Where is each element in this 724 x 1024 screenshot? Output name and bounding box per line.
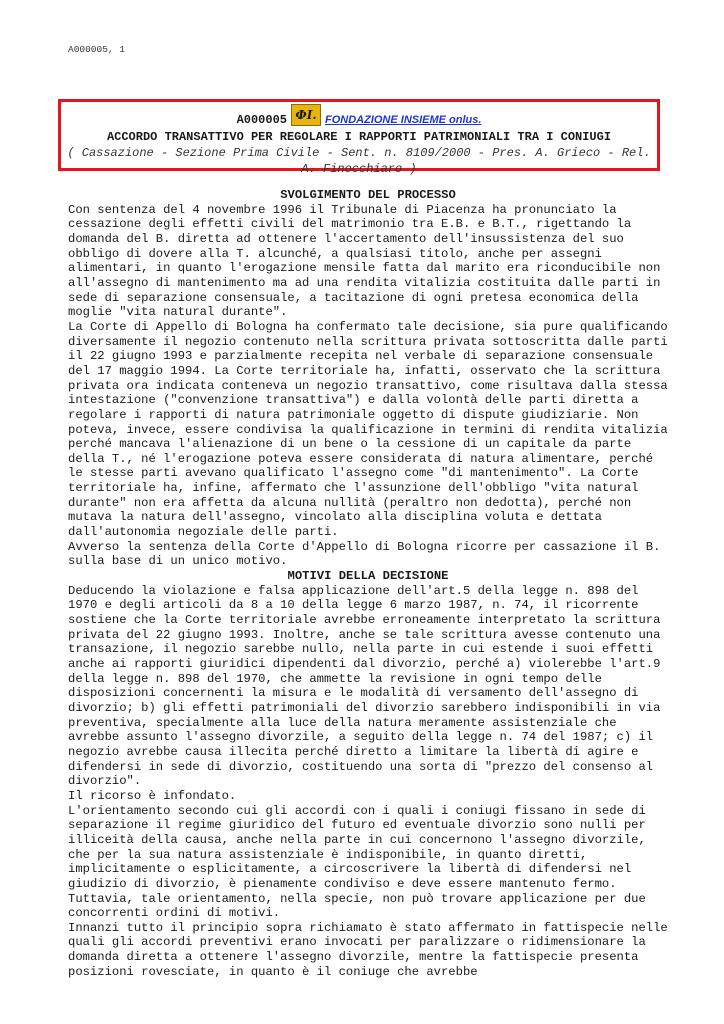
paragraph: L'orientamento secondo cui gli accordi con i quali i coniugi fissano in sede di separazione il regime giuridico del futuro ed eventuale divorzio sono nulli per illiceità della causa, anche nella parte in cui concernono l'assegno divorzile, che per la sua natura assistenziale è indisponibile, in quanto diretti, implicitamente o esplicitamente, a circoscrivere la libertà di difendersi nel giudizio di divorzio, è pienamente condiviso e deve essere mantenuto fermo. Tuttavia, tale orientamento, nella specie, non può trovare applicazione per due concorrenti ordini di motivi. — [68, 803, 646, 921]
title-row — [61, 106, 657, 128]
paragraph: Con sentenza del 4 novembre 1996 il Tribunale di Piacenza ha pronunciato la cessazione degli effetti civili del matrimonio tra E.B. e B.T., rigettando la domanda del B. diretta ad ottenere l'accertamento dell'insussistenza del suo obbligo di dovere alla T. alcunché, a qualsiasi titolo, anche per assegni alimentari, in quanto l'erogazione mensile fatta dal marito era riconducibile non all'assegno di mantenimento ma ad una rendita vitalizia costituita dalle parti in sede di separazione consensuale, a tacitazione di ogni pretesa economica della moglie "vita natural durante". — [68, 202, 661, 320]
section-heading-svolgimento: SVOLGIMENTO DEL PROCESSO — [280, 188, 456, 202]
paragraph: La Corte di Appello di Bologna ha confermato tale decisione, sia pure qualificando diversamente il negozio contenuto nella scrittura privata sottoscritta dalle parti il 22 giugno 1993 e parzialmente recepita nel verbale di separazione consensuale del 17 maggio 1994. La Corte territoriale ha, infatti, osservato che la scrittura privata ora indicata conteneva un negozio transattivo, come risultava dalla stessa intestazione ("convenzione transattiva") e dalla volontà delle parti diretta a regolare i rapporti di natura patrimoniale oggetto di dispute giudiziarie. Non poteva, invece, essere condivisa la qualificazione in termini di rendita vitalizia perché mancava l'alienazione di un bene o la cessione di un capitale da parte della T., né l'erogazione poteva essere considerata di natura alimentare, perché le stesse parti avevano qualificato l'assegno come "di mantenimento". La Corte territoriale ha, infine, affermato che l'assunzione dell'obbligo "vita natural durante" non era affetta da alcuna nullità (peraltro non dedotta), perché non mutava la natura dell'assegno, vincolato alla disciplina voluta e dettata dall'autonomia negoziale delle parti. — [68, 319, 668, 540]
document-title: ACCORDO TRANSATTIVO PER REGOLARE I RAPPORTI PATRIMONIALI TRA I CONIUGI — [106, 130, 612, 144]
foundation-logo-icon — [291, 104, 321, 126]
document-id: A000005 — [236, 113, 287, 127]
logo-text: ФI. — [295, 108, 317, 122]
document-title-box — [58, 99, 660, 176]
section-heading-motivi: MOTIVI DELLA DECISIONE — [287, 569, 449, 584]
document-subtitle: ( Cassazione - Sezione Prima Civile - Sent. n. 8109/2000 - Pres. A. Grieco - Rel. A. Finocchiaro ) — [67, 146, 651, 176]
organization-link[interactable]: FONDAZIONE INSIEME onlus. — [324, 114, 482, 126]
paragraph: Avverso la sentenza della Corte d'Appello di Bologna ricorre per cassazione il B. sulla base di un unico motivo. — [68, 539, 661, 569]
document-body — [68, 188, 668, 979]
paragraph: Deducendo la violazione e falsa applicazione dell'art.5 della legge n. 898 del 1970 e degli articoli da 8 a 10 della legge 6 marzo 1987, n. 74, il ricorrente sostiene che la Corte territoriale avrebbe erroneamente interpretato la scrittura privata del 22 giugno 1993. Inoltre, anche se tale scrittura avesse contenuto una transazione, il negozio sarebbe nullo, nella parte in cui estende i suoi effetti anche ai rapporti giuridici dipendenti dal divorzio, perché a) violerebbe l'art.9 della legge n. 898 del 1970, che ammette la revisione in ogni tempo delle disposizioni concernenti la misura e le modalità di versamento dell'assegno di divorzio; b) gli effetti patrimoniali del divorzio sarebbero indisponibili in via preventiva, specialmente alla luce della natura meramente assistenziale che avrebbe assunto l'assegno divorzile, a seguito della legge n. 74 del 1987; c) il negozio avrebbe causa illecita perché diretto a limitare la libertà di agire e difendersi in sede di divorzio, costituendo una sorta di "prezzo del consenso al divorzio". — [68, 583, 661, 789]
page-header: A000005, 1 — [68, 44, 126, 55]
paragraph: Il ricorso è infondato. — [68, 788, 237, 803]
paragraph: Innanzi tutto il principio sopra richiamato è stato affermato in fattispecie nelle quali gli accordi preventivi erano invocati per paralizzare o ridimensionare la domanda diretta a ottenere l'assegno divorzile, mentre la fattispecie presenta posizioni rovesciate, in quanto è il coniuge che avrebbe — [68, 920, 668, 979]
